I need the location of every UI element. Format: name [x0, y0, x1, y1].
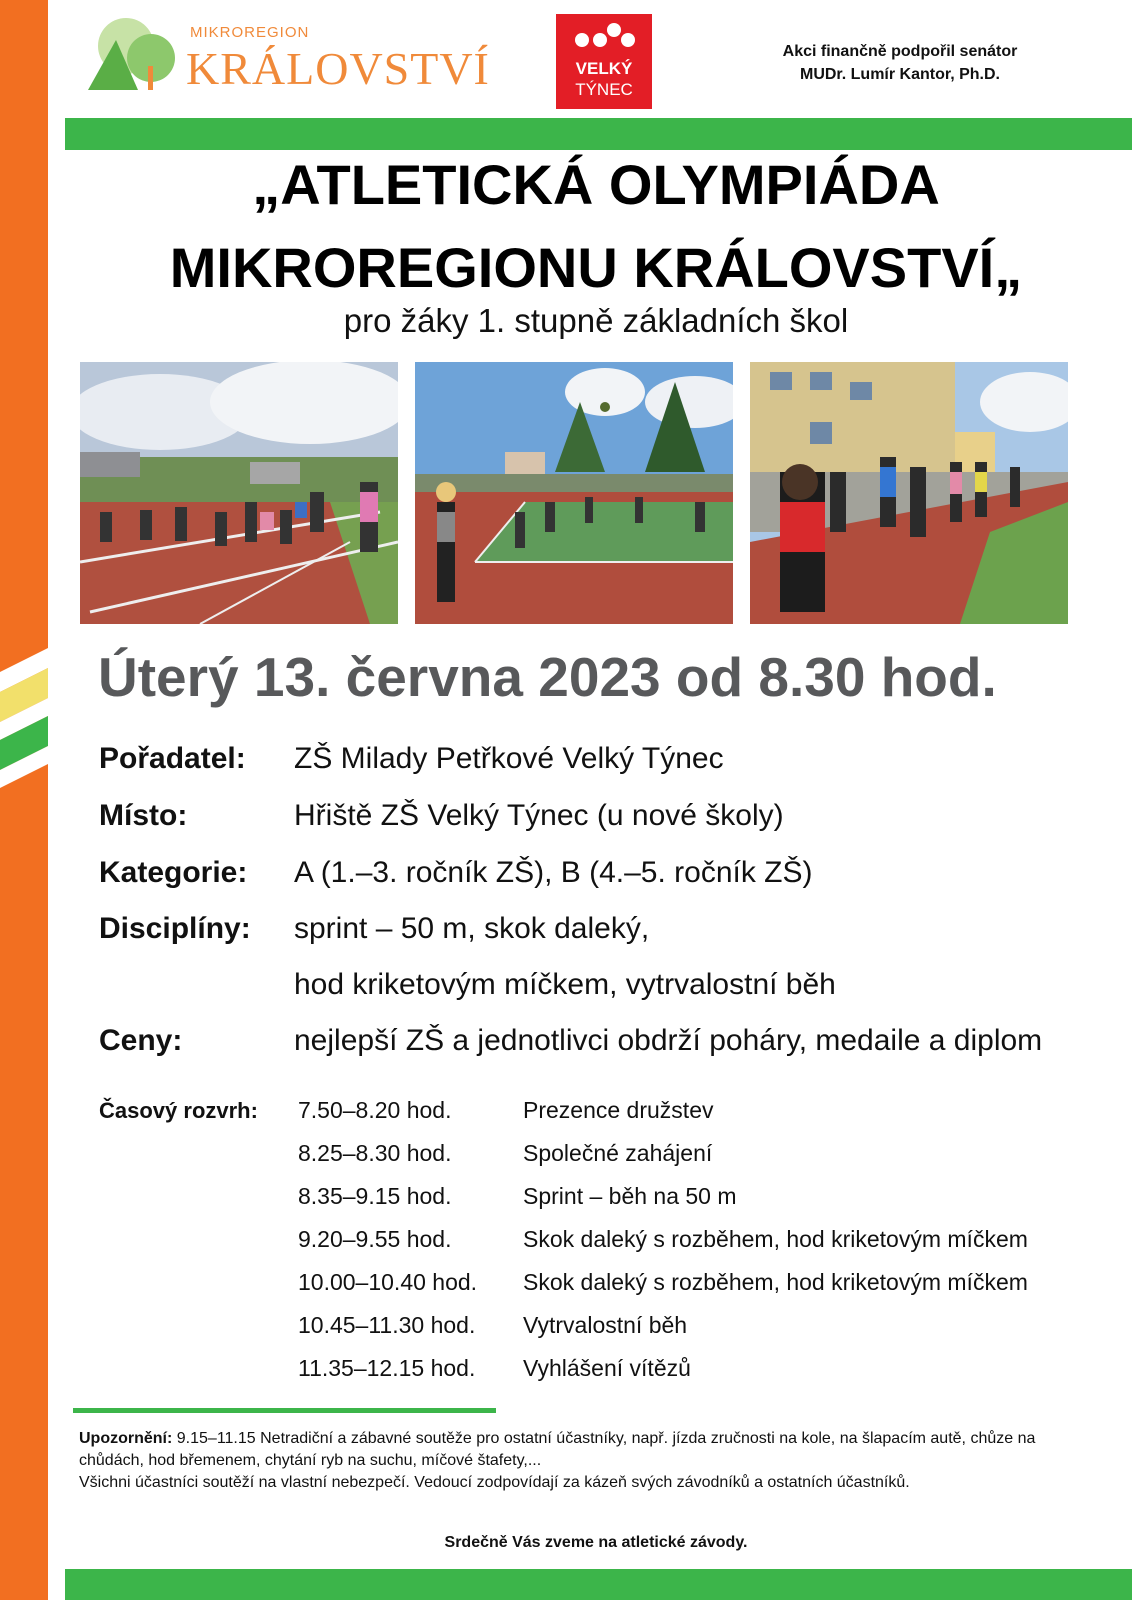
vt-logo-line1: VELKÝ [575, 59, 633, 78]
schedule-time: 8.25–8.30 hod. [298, 1140, 452, 1166]
schedule-activity: Skok daleký s rozběhem, hod kriketovým míčkem [523, 1226, 1028, 1252]
notice-text2: Všichni účastníci soutěží na vlastní nebezpečí. Vedoucí zodpovídají za kázeň svých závodníků a ostatních účastníků. [79, 1474, 910, 1491]
info-label-category: Kategorie: [99, 856, 248, 889]
tree-logo-icon [86, 14, 186, 94]
title-line2: MIKROREGIONU KRÁLOVSTVÍ„ [169, 236, 1023, 299]
dots-logo-icon [556, 14, 652, 58]
schedule-activity: Společné zahájení [523, 1140, 713, 1166]
info-value-disciplines-cont: hod kriketovým míčkem, vytrvalostní běh [294, 968, 836, 1001]
notice-text1: 9.15–11.15 Netradiční a zábavné soutěže pro ostatní účastníky, např. jízda zručnosti na kole, na šlapacím autě, chůze na chůdách, hod břemenem, chytání ryb na suchu, míčové štafety,... [79, 1430, 1036, 1469]
velky-tynec-logo [556, 14, 652, 109]
top-green-band [65, 118, 1132, 150]
mikroregion-logo [86, 14, 490, 94]
photo-cricket-ball-throw [415, 362, 733, 624]
info-value-organizer: ZŠ Milady Petřkové Velký Týnec [294, 742, 724, 775]
info-label-prizes: Ceny: [99, 1024, 183, 1057]
sponsor-line1: Akci finančně podpořil senátor [782, 43, 1018, 60]
schedule-activity: Prezence družstev [523, 1097, 714, 1123]
schedule-activity: Skok daleký s rozběhem, hod kriketovým míčkem [523, 1269, 1028, 1295]
schedule-time: 7.50–8.20 hod. [298, 1097, 452, 1123]
photo-sprint-start [80, 362, 398, 624]
vt-logo-line2: TÝNEC [575, 80, 633, 99]
info-label-organizer: Pořadatel: [99, 742, 246, 775]
schedule-time: 10.45–11.30 hod. [298, 1312, 476, 1338]
notice-divider [73, 1408, 496, 1413]
schedule-activity: Vyhlášení vítězů [523, 1355, 691, 1381]
logo-big-text: KRÁLOVSTVÍ [186, 43, 490, 94]
schedule-label: Časový rozvrh: [99, 1098, 258, 1123]
left-stripe-decoration [0, 640, 48, 820]
sponsor-note [710, 40, 1090, 86]
info-label-disciplines: Disciplíny: [99, 912, 251, 945]
info-value-disciplines: sprint – 50 m, skok daleký, [294, 912, 650, 945]
title-line1: „ATLETICKÁ OLYMPIÁDA [252, 153, 940, 216]
schedule-activity: Sprint – běh na 50 m [523, 1183, 737, 1209]
schedule-time: 8.35–9.15 hod. [298, 1183, 452, 1209]
info-label-place: Místo: [99, 799, 188, 832]
notice-label: Upozornění: [79, 1430, 173, 1447]
info-value-place: Hřiště ZŠ Velký Týnec (u nové školy) [294, 799, 784, 832]
bottom-green-band [65, 1569, 1132, 1600]
schedule-time: 11.35–12.15 hod. [298, 1355, 476, 1381]
schedule-activity: Vytrvalostní běh [523, 1312, 688, 1338]
notice [79, 1428, 1079, 1494]
photo-running-track [750, 362, 1068, 624]
sponsor-line2: MUDr. Lumír Kantor, Ph.D. [799, 66, 1000, 83]
subtitle: pro žáky 1. stupně základních škol [343, 302, 849, 339]
info-value-prizes: nejlepší ZŠ a jednotlivci obdrží poháry, medaile a diplom [294, 1024, 1043, 1057]
logo-small-text: MIKROREGION [190, 24, 310, 41]
schedule-time: 9.20–9.55 hod. [298, 1226, 452, 1252]
info-value-category: A (1.–3. ročník ZŠ), B (4.–5. ročník ZŠ) [294, 856, 813, 889]
schedule-time: 10.00–10.40 hod. [298, 1269, 478, 1295]
closing-invitation: Srdečně Vás zveme na atletické závody. [444, 1534, 748, 1551]
event-date: Úterý 13. června 2023 od 8.30 hod. [98, 646, 997, 708]
